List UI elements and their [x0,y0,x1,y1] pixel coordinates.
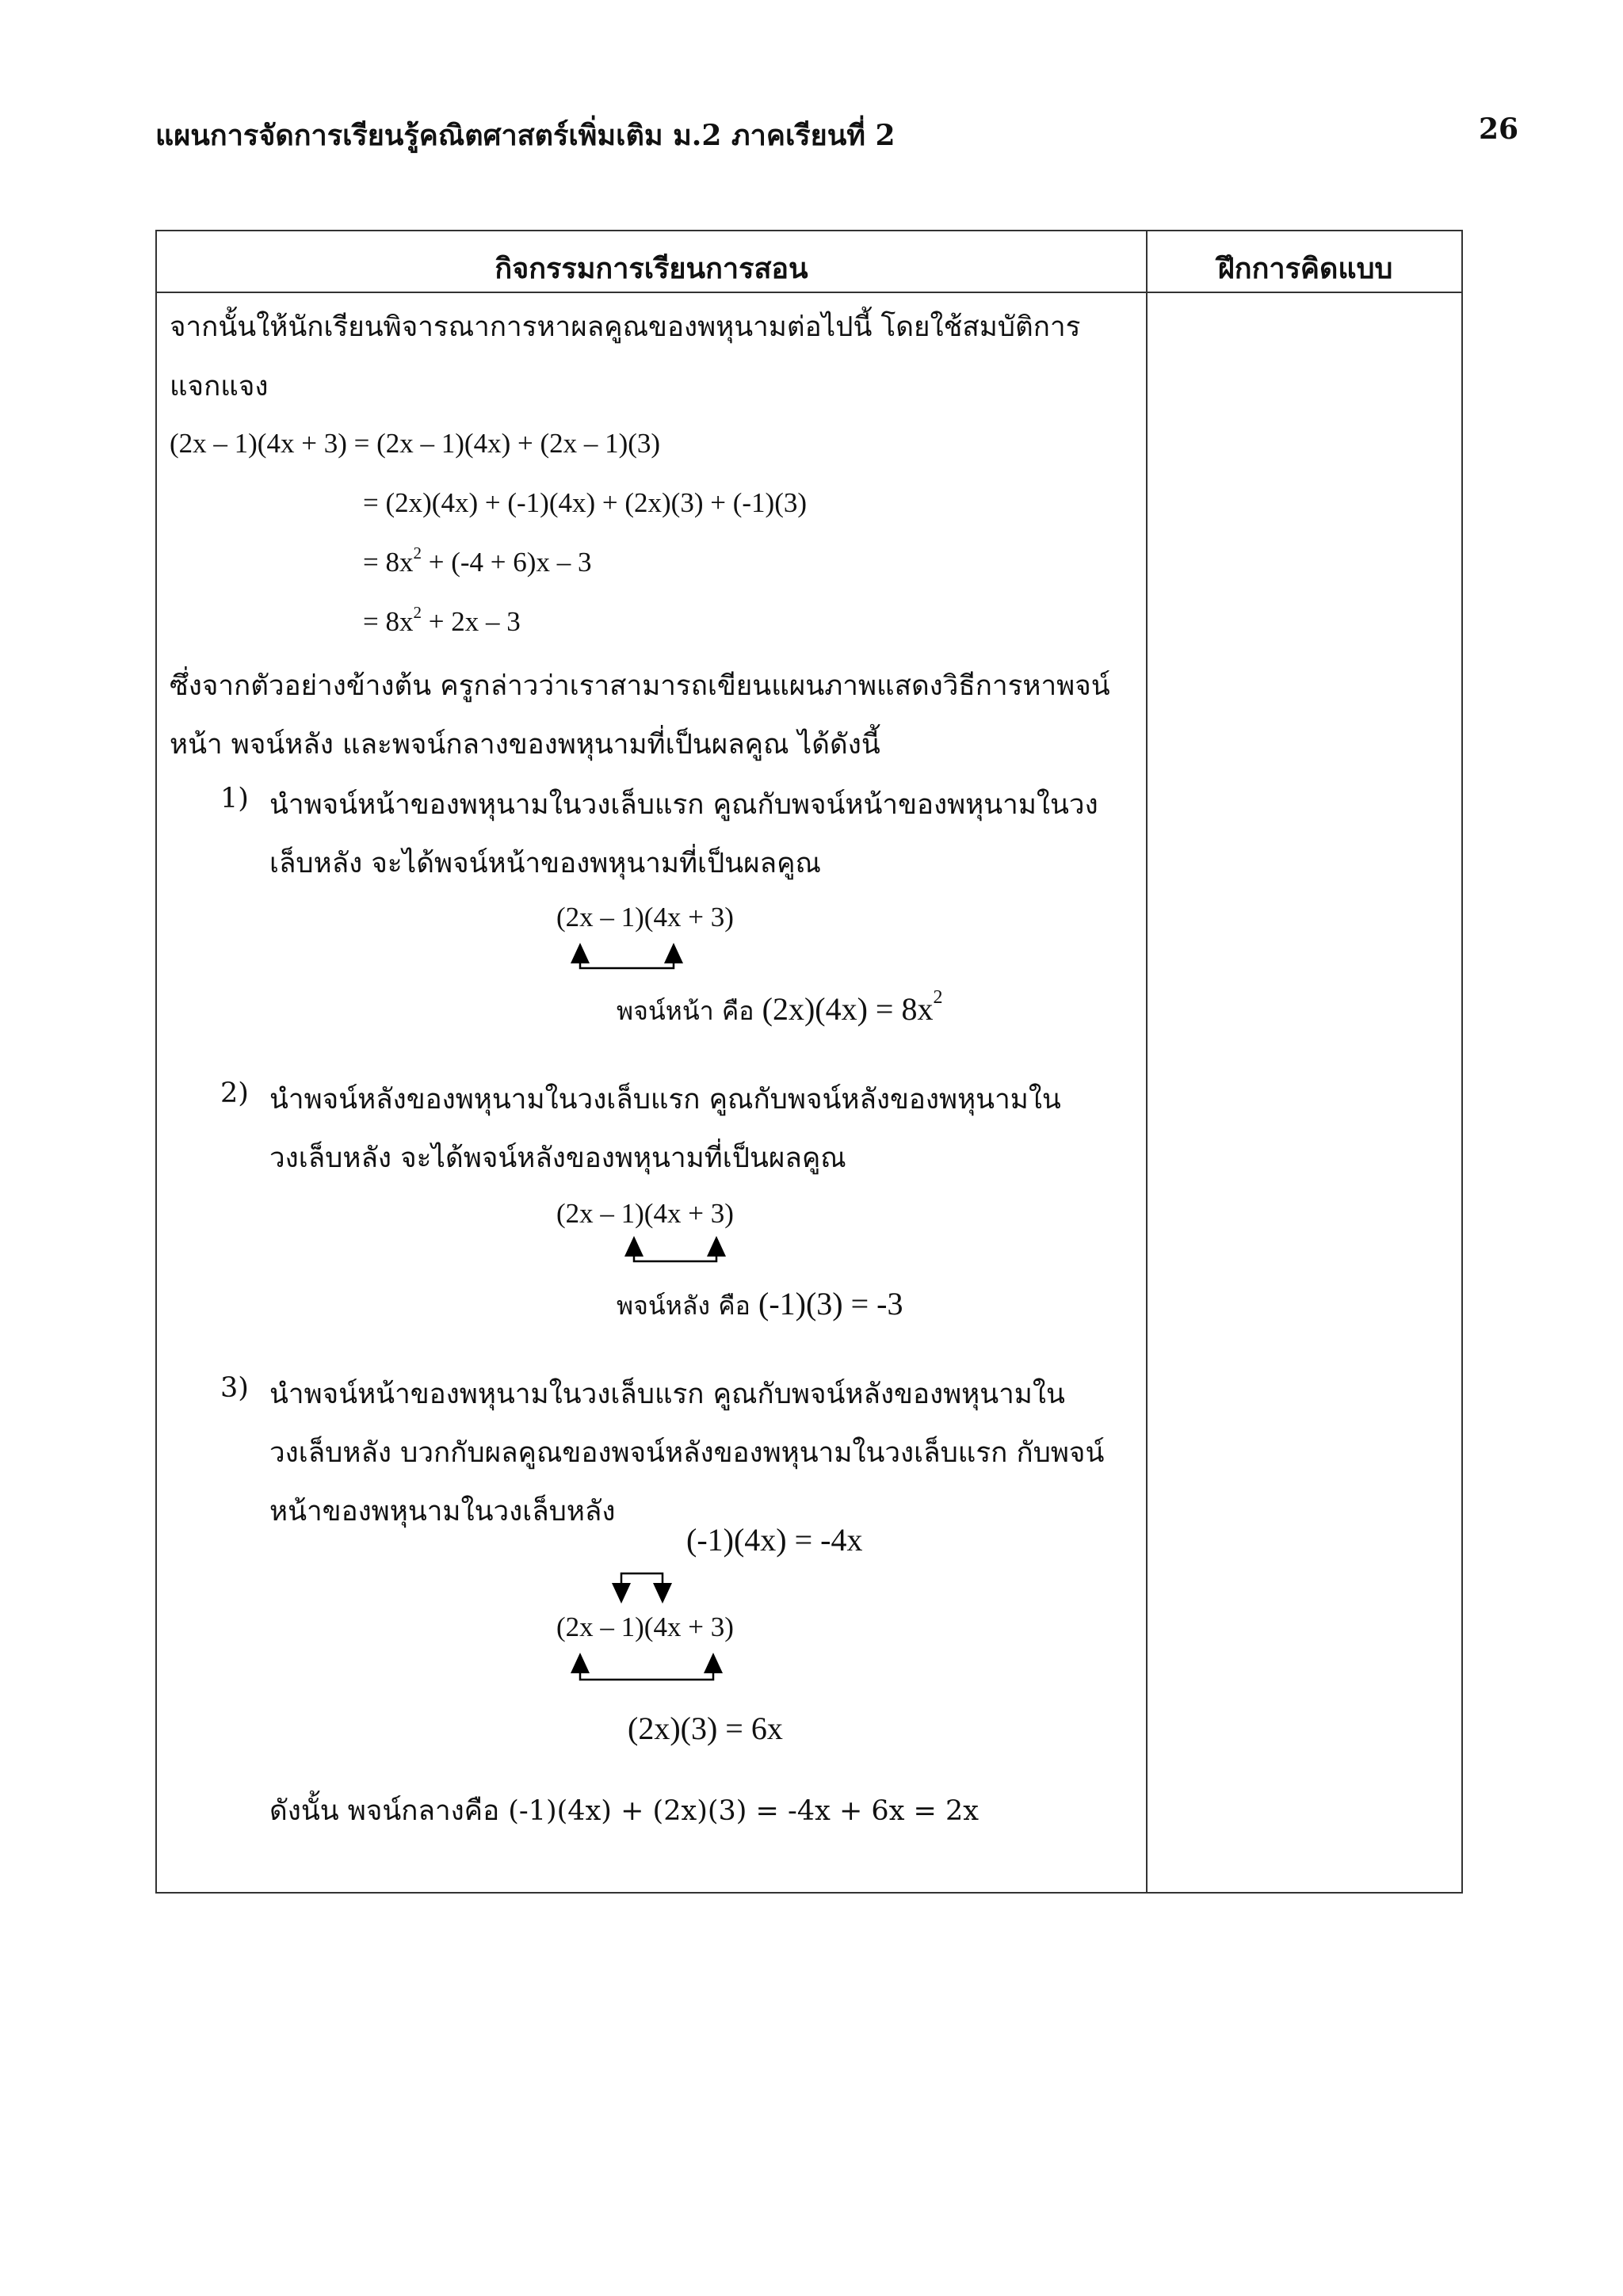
connector-line [580,1670,713,1680]
step-3-number: 3) [220,1372,249,1404]
step-2-result [617,1285,903,1326]
column-header-thinking: ฝึกการคิดแบบ [1217,252,1393,285]
step-1-line-2: เล็บหลัง จะได้พจน์หน้าของพหุนามที่เป็นผลคูณ [269,848,822,879]
lesson-table [155,230,1463,1894]
arrow-head-down-right [653,1583,672,1604]
step-2-expression: (2x – 1)(4x + 3) [556,1198,734,1229]
intro-line-1: จากนั้นให้นักเรียนพิจารณาการหาผลคูณของพหุนามต่อไปนี้ โดยใช้สมบัติการ [170,311,1081,343]
step-3-expression: (2x – 1)(4x + 3) [556,1611,734,1642]
step-1-result [617,987,943,1032]
explain-line-1: ซึ่งจากตัวอย่างข้างต้น ครูกล่าวว่าเราสามารถเขียนแผนภาพแสดงวิธีการหาพจน์ [170,670,1110,702]
step-3-conclusion: ดังนั้น พจน์กลางคือ (-1)(4x) + (2x)(3) = -4x + 6x = 2x [269,1795,980,1827]
step-3-inner-arrow-diagram [610,1570,674,1605]
connector-line [634,1253,716,1261]
equation-line-4: = $8x^2 + 2x - 3$ [363,603,521,637]
connector-line [580,960,674,968]
step-2-label: พจน์หลัง คือ [617,1291,759,1321]
explain-line-2: หน้า พจน์หลัง และพจน์กลางของพหุนามที่เป็นผลคูณ ได้ดังนี้ [170,729,880,761]
step-2-result-expr: (-1)(3) = -3 [758,1286,903,1322]
step-2-line-2: วงเล็บหลัง จะได้พจน์หลังของพหุนามที่เป็นผลคูณ [269,1142,846,1174]
page-number: 26 [1479,113,1519,146]
step-3-outer-result: (2x)(3) = 6x [628,1711,783,1746]
step-1-arrow-diagram [569,936,688,968]
step-3-line-2: วงเล็บหลัง บวกกับผลคูณของพจน์หลังของพหุนามในวงเล็บแรก กับพจน์ [269,1437,1105,1469]
step-1-result-expr: $(2x)(4x) = 8x^2$ [762,987,943,1027]
column-header-activities: กิจกรรมการเรียนการสอน [495,252,808,285]
step-3-line-1: นำพจน์หน้าของพหุนามในวงเล็บแรก คูณกับพจน์หลังของพหุนามใน [269,1379,1065,1410]
step-2-arrow-diagram [623,1230,734,1261]
equation-line-2: = (2x)(4x) + (-1)(4x) + (2x)(3) + (-1)(3) [363,487,807,518]
step-2-number: 2) [220,1077,249,1109]
step-2-line-1: นำพจน์หลังของพหุนามในวงเล็บแรก คูณกับพจน์หลังของพหุนามใน [269,1084,1061,1116]
equation-line-1: (2x – 1)(4x + 3) = (2x – 1)(4x) + (2x – 1)(3) [170,428,661,459]
equation-line-3: = $8x^2 + (-4 + 6)x - 3$ [363,543,592,578]
step-1-line-1: นำพจน์หน้าของพหุนามในวงเล็บแรก คูณกับพจน์หน้าของพหุนามในวง [269,789,1098,821]
step-1-label: พจน์หน้า คือ [617,996,762,1026]
step-1-number: 1) [220,783,249,814]
arrow-head-down-left [612,1583,631,1604]
column-divider [1146,231,1148,1892]
step-3-outer-arrow-diagram [569,1646,727,1681]
step-3-line-3: หน้าของพหุนามในวงเล็บหลัง [269,1496,616,1527]
step-3-inner-result: (-1)(4x) = -4x [686,1522,863,1558]
header-row-divider [157,292,1461,293]
connector-line [621,1573,663,1585]
step-1-expression: (2x – 1)(4x + 3) [556,902,734,933]
intro-line-2: แจกแจง [170,371,269,402]
document-header-title: แผนการจัดการเรียนรู้คณิตศาสตร์เพิ่มเติม ม.2 ภาคเรียนที่ 2 [155,119,896,152]
